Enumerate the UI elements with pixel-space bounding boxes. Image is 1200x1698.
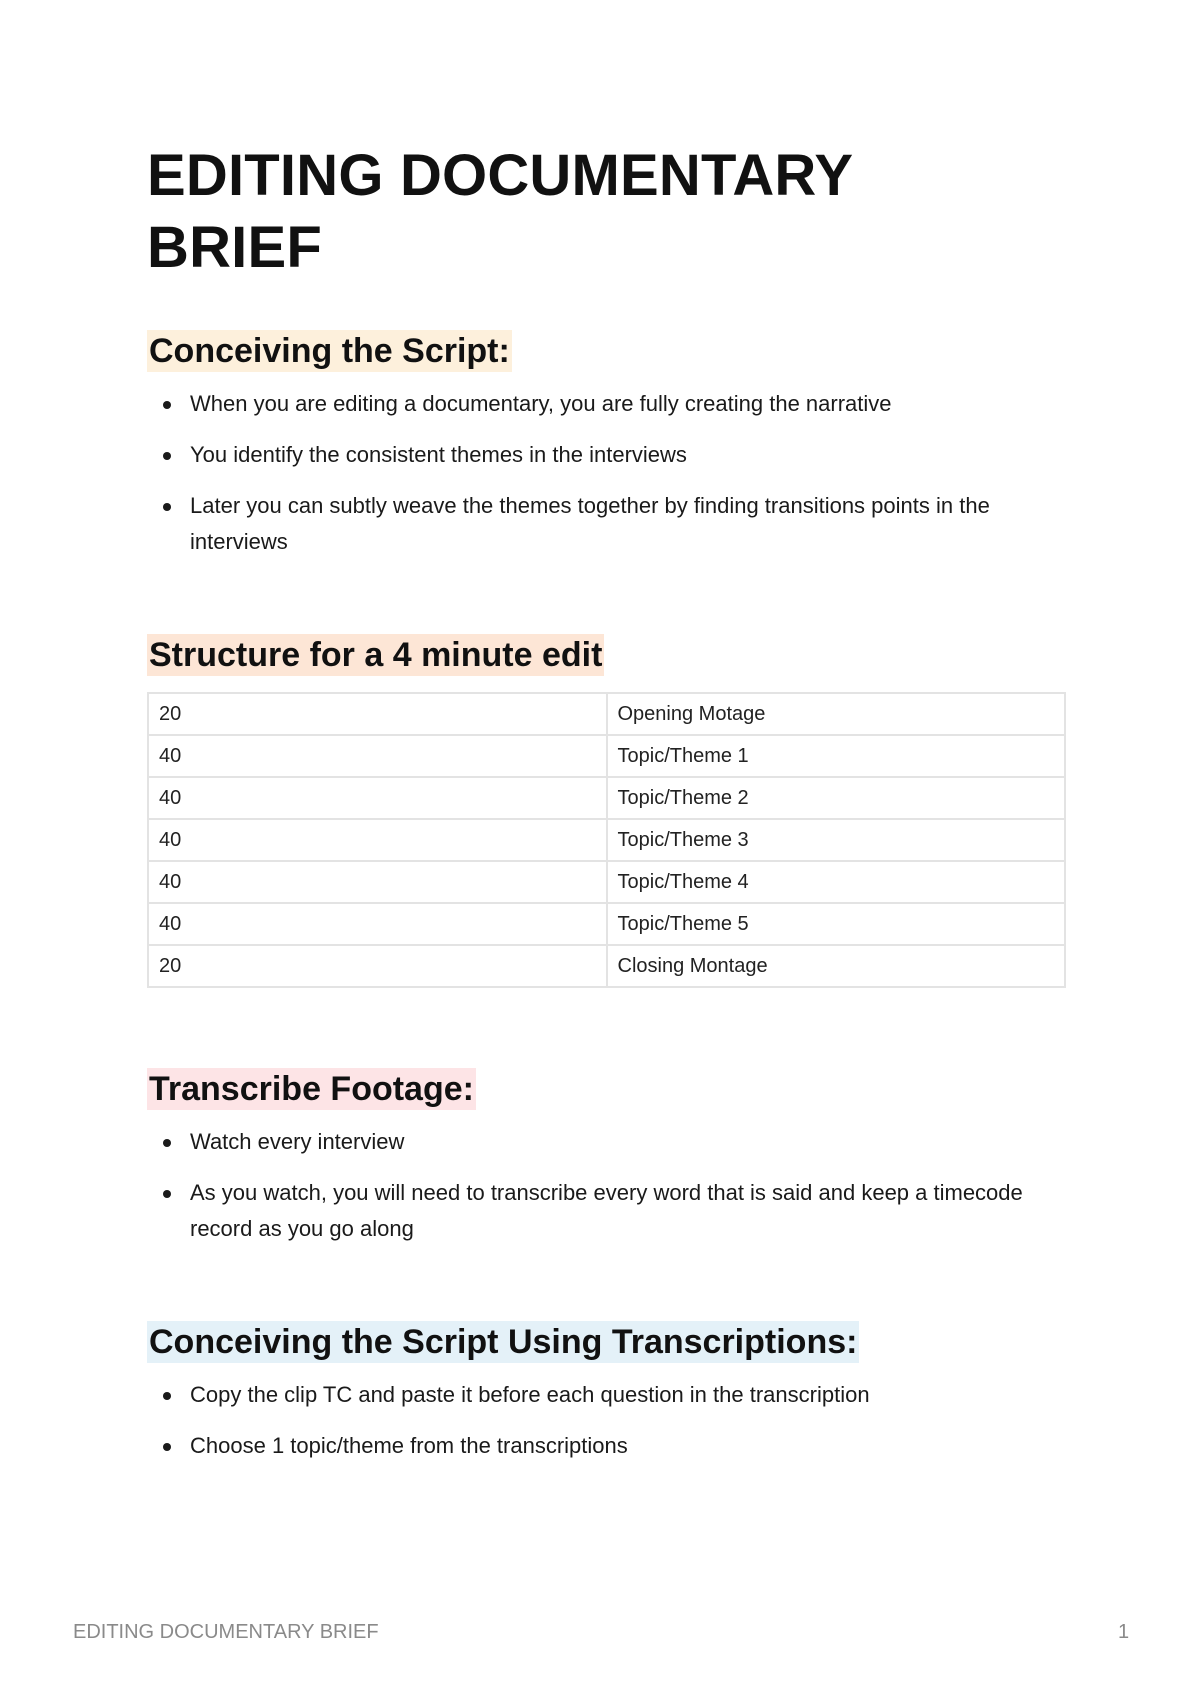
table-cell-seconds: 40	[148, 777, 607, 819]
bullet-list	[147, 1124, 1067, 1247]
page-content	[147, 140, 1067, 1479]
section-script-transcriptions	[147, 1321, 1067, 1464]
section-heading: Structure for a 4 minute edit	[149, 636, 603, 674]
table-row	[148, 945, 1065, 987]
table-cell-seconds: 40	[148, 903, 607, 945]
footer-page-number: 1	[1118, 1621, 1130, 1643]
table-cell-seconds: 40	[148, 861, 607, 903]
list-item: You identify the consistent themes in the interviews	[147, 437, 1067, 473]
table-cell-segment: Topic/Theme 5	[607, 903, 1066, 945]
list-item: Later you can subtly weave the themes together by finding transitions points in the interviews	[147, 488, 1067, 560]
table-cell-segment: Topic/Theme 4	[607, 861, 1066, 903]
list-item: Choose 1 topic/theme from the transcriptions	[147, 1428, 1067, 1464]
table-cell-segment: Opening Motage	[607, 693, 1066, 735]
section-heading: Transcribe Footage:	[149, 1070, 474, 1108]
structure-table	[147, 692, 1066, 988]
table-row	[148, 903, 1065, 945]
list-item: Watch every interview	[147, 1124, 1067, 1160]
table-cell-seconds: 20	[148, 693, 607, 735]
table-row	[148, 861, 1065, 903]
table-row	[148, 693, 1065, 735]
table-row	[148, 735, 1065, 777]
section-transcribe-footage	[147, 1068, 1067, 1247]
list-item: When you are editing a documentary, you are fully creating the narrative	[147, 386, 1067, 422]
list-item: As you watch, you will need to transcribe every word that is said and keep a timecode record as you go along	[147, 1175, 1067, 1247]
section-heading: Conceiving the Script:	[149, 332, 510, 370]
table-cell-seconds: 20	[148, 945, 607, 987]
section-conceiving-script	[147, 330, 1067, 560]
table-row	[148, 819, 1065, 861]
section-heading: Conceiving the Script Using Transcriptions:	[149, 1323, 858, 1361]
section-structure	[147, 634, 1067, 988]
table-cell-segment: Topic/Theme 3	[607, 819, 1066, 861]
table-cell-seconds: 40	[148, 735, 607, 777]
table-row	[148, 777, 1065, 819]
table-cell-seconds: 40	[148, 819, 607, 861]
bullet-list	[147, 386, 1067, 560]
list-item: Copy the clip TC and paste it before each question in the transcription	[147, 1377, 1067, 1413]
footer-title: EDITING DOCUMENTARY BRIEF	[73, 1621, 379, 1643]
table-cell-segment: Topic/Theme 1	[607, 735, 1066, 777]
table-cell-segment: Closing Montage	[607, 945, 1066, 987]
table-cell-segment: Topic/Theme 2	[607, 777, 1066, 819]
bullet-list	[147, 1377, 1067, 1464]
document-title: EDITING DOCUMENTARY BRIEF	[147, 143, 853, 280]
